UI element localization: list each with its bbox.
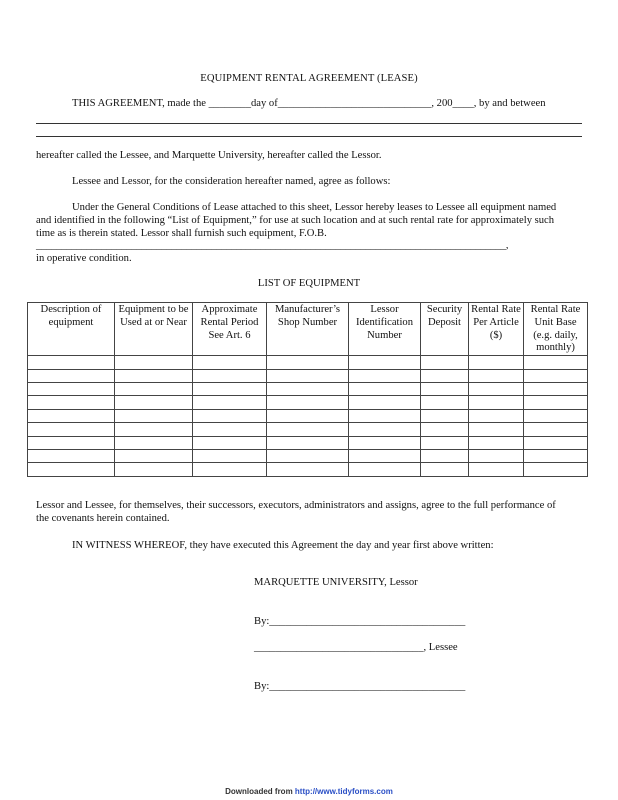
- lessee-signature-field[interactable]: ________________________________, Lessee: [254, 642, 458, 653]
- table-cell[interactable]: [421, 369, 469, 382]
- table-cell[interactable]: [524, 382, 588, 395]
- table-cell[interactable]: [267, 369, 349, 382]
- lessor-name: MARQUETTE UNIVERSITY, Lessor: [254, 577, 418, 588]
- table-cell[interactable]: [524, 356, 588, 369]
- table-cell[interactable]: [469, 409, 524, 422]
- table-cell[interactable]: [524, 369, 588, 382]
- table-cell[interactable]: [524, 436, 588, 449]
- table-cell[interactable]: [28, 423, 115, 436]
- table-cell[interactable]: [193, 356, 267, 369]
- table-row: [28, 423, 588, 436]
- table-cell[interactable]: [115, 423, 193, 436]
- table-cell[interactable]: [115, 409, 193, 422]
- table-cell[interactable]: [421, 423, 469, 436]
- table-cell[interactable]: [193, 449, 267, 462]
- table-cell[interactable]: [267, 409, 349, 422]
- table-cell[interactable]: [349, 356, 421, 369]
- table-row: [28, 396, 588, 409]
- equipment-table-body: [28, 356, 588, 477]
- table-cell[interactable]: [349, 409, 421, 422]
- agreement-intro-line: THIS AGREEMENT, made the ________day of_____________________________, 200____, by and between: [72, 98, 546, 109]
- table-cell[interactable]: [524, 463, 588, 476]
- table-cell[interactable]: [28, 436, 115, 449]
- table-cell[interactable]: [421, 449, 469, 462]
- consideration-statement: Lessee and Lessor, for the consideration hereafter named, agree as follows:: [72, 176, 391, 187]
- table-cell[interactable]: [115, 436, 193, 449]
- header-rental-period: Approximate Rental Period See Art. 6: [193, 303, 267, 356]
- conditions-line-2: and identified in the following “List of Equipment,” for use at such location and at such rental rate for approximately such: [36, 215, 555, 226]
- table-cell[interactable]: [193, 423, 267, 436]
- party-blank-line-2: [36, 136, 582, 137]
- table-cell[interactable]: [28, 409, 115, 422]
- header-description: Description of equipment: [28, 303, 115, 356]
- table-row: [28, 356, 588, 369]
- table-cell[interactable]: [115, 382, 193, 395]
- table-cell[interactable]: [421, 436, 469, 449]
- table-cell[interactable]: [115, 356, 193, 369]
- footer-prefix: Downloaded from: [225, 787, 293, 796]
- table-cell[interactable]: [469, 463, 524, 476]
- table-cell[interactable]: [349, 449, 421, 462]
- table-cell[interactable]: [421, 356, 469, 369]
- performance-line-2: the covenants herein contained.: [36, 513, 170, 524]
- table-cell[interactable]: [28, 449, 115, 462]
- table-cell[interactable]: [469, 382, 524, 395]
- table-cell[interactable]: [193, 409, 267, 422]
- download-footer: [0, 787, 618, 796]
- table-cell[interactable]: [115, 396, 193, 409]
- table-cell[interactable]: [193, 382, 267, 395]
- equipment-table: [27, 302, 588, 477]
- table-cell[interactable]: [524, 409, 588, 422]
- table-header-row: [28, 303, 588, 356]
- table-cell[interactable]: [267, 423, 349, 436]
- table-cell[interactable]: [469, 369, 524, 382]
- table-cell[interactable]: [115, 369, 193, 382]
- table-cell[interactable]: [193, 369, 267, 382]
- header-rate-per-article: Rental Rate Per Article ($): [469, 303, 524, 356]
- table-cell[interactable]: [267, 396, 349, 409]
- table-cell[interactable]: [28, 382, 115, 395]
- lessee-lessor-statement: hereafter called the Lessee, and Marquette University, hereafter called the Lessor.: [36, 150, 382, 161]
- table-row: [28, 382, 588, 395]
- header-rate-unit-base: Rental Rate Unit Base (e.g. daily, monthly): [524, 303, 588, 356]
- lessor-signature-field[interactable]: By:_____________________________________: [254, 616, 466, 627]
- operative-condition: in operative condition.: [36, 253, 132, 264]
- table-cell[interactable]: [469, 423, 524, 436]
- table-row: [28, 463, 588, 476]
- table-cell[interactable]: [349, 369, 421, 382]
- conditions-line-3: time as is therein stated. Lessor shall furnish such equipment, F.O.B.: [36, 228, 327, 239]
- table-cell[interactable]: [267, 382, 349, 395]
- table-cell[interactable]: [524, 449, 588, 462]
- table-row: [28, 369, 588, 382]
- table-cell[interactable]: [421, 463, 469, 476]
- table-cell[interactable]: [28, 369, 115, 382]
- document-title: EQUIPMENT RENTAL AGREEMENT (LEASE): [200, 73, 418, 84]
- table-cell[interactable]: [421, 409, 469, 422]
- header-security-deposit: Security Deposit: [421, 303, 469, 356]
- footer-link[interactable]: http://www.tidyforms.com: [294, 787, 393, 796]
- header-lessor-id: Lessor Identification Number: [349, 303, 421, 356]
- table-cell[interactable]: [349, 436, 421, 449]
- table-cell[interactable]: [349, 423, 421, 436]
- performance-line-1: Lessor and Lessee, for themselves, their successors, executors, administrators and assigns, agree to the full performance of: [36, 500, 556, 511]
- table-cell[interactable]: [267, 449, 349, 462]
- table-cell[interactable]: [524, 396, 588, 409]
- conditions-line-1: Under the General Conditions of Lease attached to this sheet, Lessor hereby leases to Lessee all equipment named: [72, 202, 557, 213]
- table-cell[interactable]: [524, 423, 588, 436]
- table-cell[interactable]: [349, 463, 421, 476]
- table-row: [28, 436, 588, 449]
- table-cell[interactable]: [469, 449, 524, 462]
- table-cell[interactable]: [193, 436, 267, 449]
- table-row: [28, 449, 588, 462]
- list-heading: LIST OF EQUIPMENT: [257, 278, 361, 289]
- table-cell[interactable]: [349, 382, 421, 395]
- header-shop-number: Manufacturer’s Shop Number: [267, 303, 349, 356]
- table-cell[interactable]: [469, 396, 524, 409]
- table-cell[interactable]: [469, 436, 524, 449]
- table-cell[interactable]: [267, 463, 349, 476]
- lessee-by-signature-field[interactable]: By:_____________________________________: [254, 681, 466, 692]
- table-cell[interactable]: [267, 436, 349, 449]
- table-cell[interactable]: [193, 396, 267, 409]
- table-cell[interactable]: [469, 356, 524, 369]
- table-cell[interactable]: [193, 463, 267, 476]
- table-cell[interactable]: [349, 396, 421, 409]
- table-cell[interactable]: [267, 356, 349, 369]
- table-cell[interactable]: [28, 463, 115, 476]
- fob-blank-line: ______________________________________________________________________________________________,: [36, 240, 509, 251]
- table-row: [28, 409, 588, 422]
- party-blank-line-1: [36, 123, 582, 124]
- table-cell[interactable]: [421, 396, 469, 409]
- witness-statement: IN WITNESS WHEREOF, they have executed this Agreement the day and year first above written:: [72, 540, 494, 551]
- table-cell[interactable]: [115, 449, 193, 462]
- header-location: Equipment to be Used at or Near: [115, 303, 193, 356]
- table-cell[interactable]: [28, 396, 115, 409]
- table-cell[interactable]: [115, 463, 193, 476]
- table-cell[interactable]: [28, 356, 115, 369]
- table-cell[interactable]: [421, 382, 469, 395]
